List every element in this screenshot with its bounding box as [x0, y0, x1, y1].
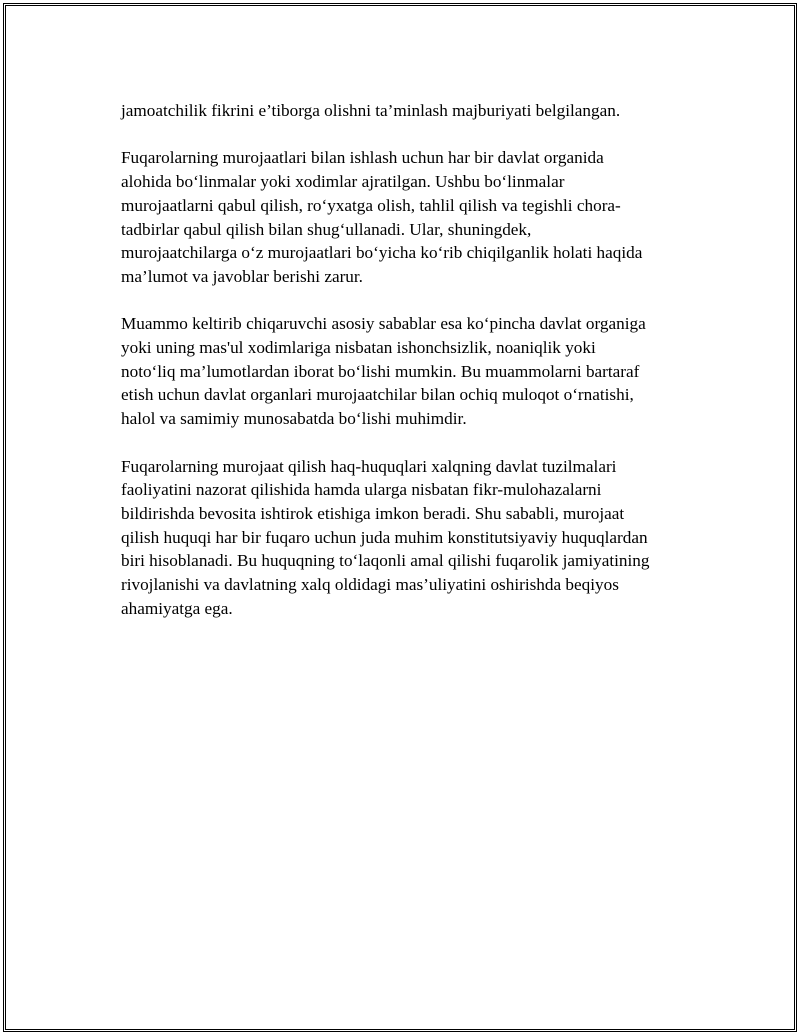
- text-line: ma’lumot va javoblar berishi zarur.: [121, 266, 363, 286]
- paragraph-4: [121, 455, 691, 621]
- text-line: noto‘liq ma’lumotlardan iborat bo‘lishi mumkin. Bu muammolarni bartaraf: [121, 361, 640, 381]
- paragraph-1: [121, 99, 691, 123]
- text-line: bildirishda bevosita ishtirok etishiga imkon beradi. Shu sababli, murojaat: [121, 503, 625, 523]
- text-line: rivojlanishi va davlatning xalq oldidagi mas’uliyatini oshirishda beqiyos: [121, 575, 619, 595]
- paragraph-2: [121, 146, 691, 288]
- text-line: Fuqarolarning murojaatlari bilan ishlash uchun har bir davlat organida: [121, 148, 604, 168]
- text-line: yoki uning mas'ul xodimlariga nisbatan ishonchsizlik, noaniqlik yoki: [121, 338, 596, 357]
- text-line: Fuqarolarning murojaat qilish haq-huquqlari xalqning davlat tuzilmalari: [121, 456, 617, 476]
- text-line: Muammo keltirib chiqaruvchi asosiy sabablar esa ko‘pincha davlat organiga: [121, 314, 646, 334]
- text-line: tadbirlar qabul qilish bilan shug‘ullanadi. Ular, shuningdek,: [121, 219, 532, 239]
- text-line: etish uchun davlat organlari murojaatchilar bilan ochiq muloqot o‘rnatishi,: [121, 385, 634, 405]
- document-body: [121, 99, 691, 644]
- text-line: halol va samimiy munosabatda bo‘lishi muhimdir.: [121, 409, 467, 429]
- text-line: biri hisoblanadi. Bu huquqning to‘laqonli amal qilishi fuqarolik jamiyatining: [121, 551, 650, 571]
- paragraph-3: [121, 312, 691, 431]
- text-line: qilish huquqi har bir fuqaro uchun juda muhim konstitutsiyaviy huquqlardan: [121, 527, 648, 547]
- text-line: jamoatchilik fikrini e’tiborga olishni ta’minlash majburiyati belgilangan.: [121, 101, 621, 120]
- text-line: faoliyatini nazorat qilishida hamda ularga nisbatan fikr-mulohazalarni: [121, 480, 602, 500]
- text-line: ahamiyatga ega.: [121, 598, 233, 618]
- text-line: alohida bo‘linmalar yoki xodimlar ajratilgan. Ushbu bo‘linmalar: [121, 172, 565, 192]
- text-line: murojaatlarni qabul qilish, ro‘yxatga olish, tahlil qilish va tegishli chora-: [121, 195, 621, 215]
- page-border: [3, 3, 797, 1032]
- text-line: murojaatchilarga o‘z murojaatlari bo‘yicha ko‘rib chiqilganlik holati haqida: [121, 243, 643, 263]
